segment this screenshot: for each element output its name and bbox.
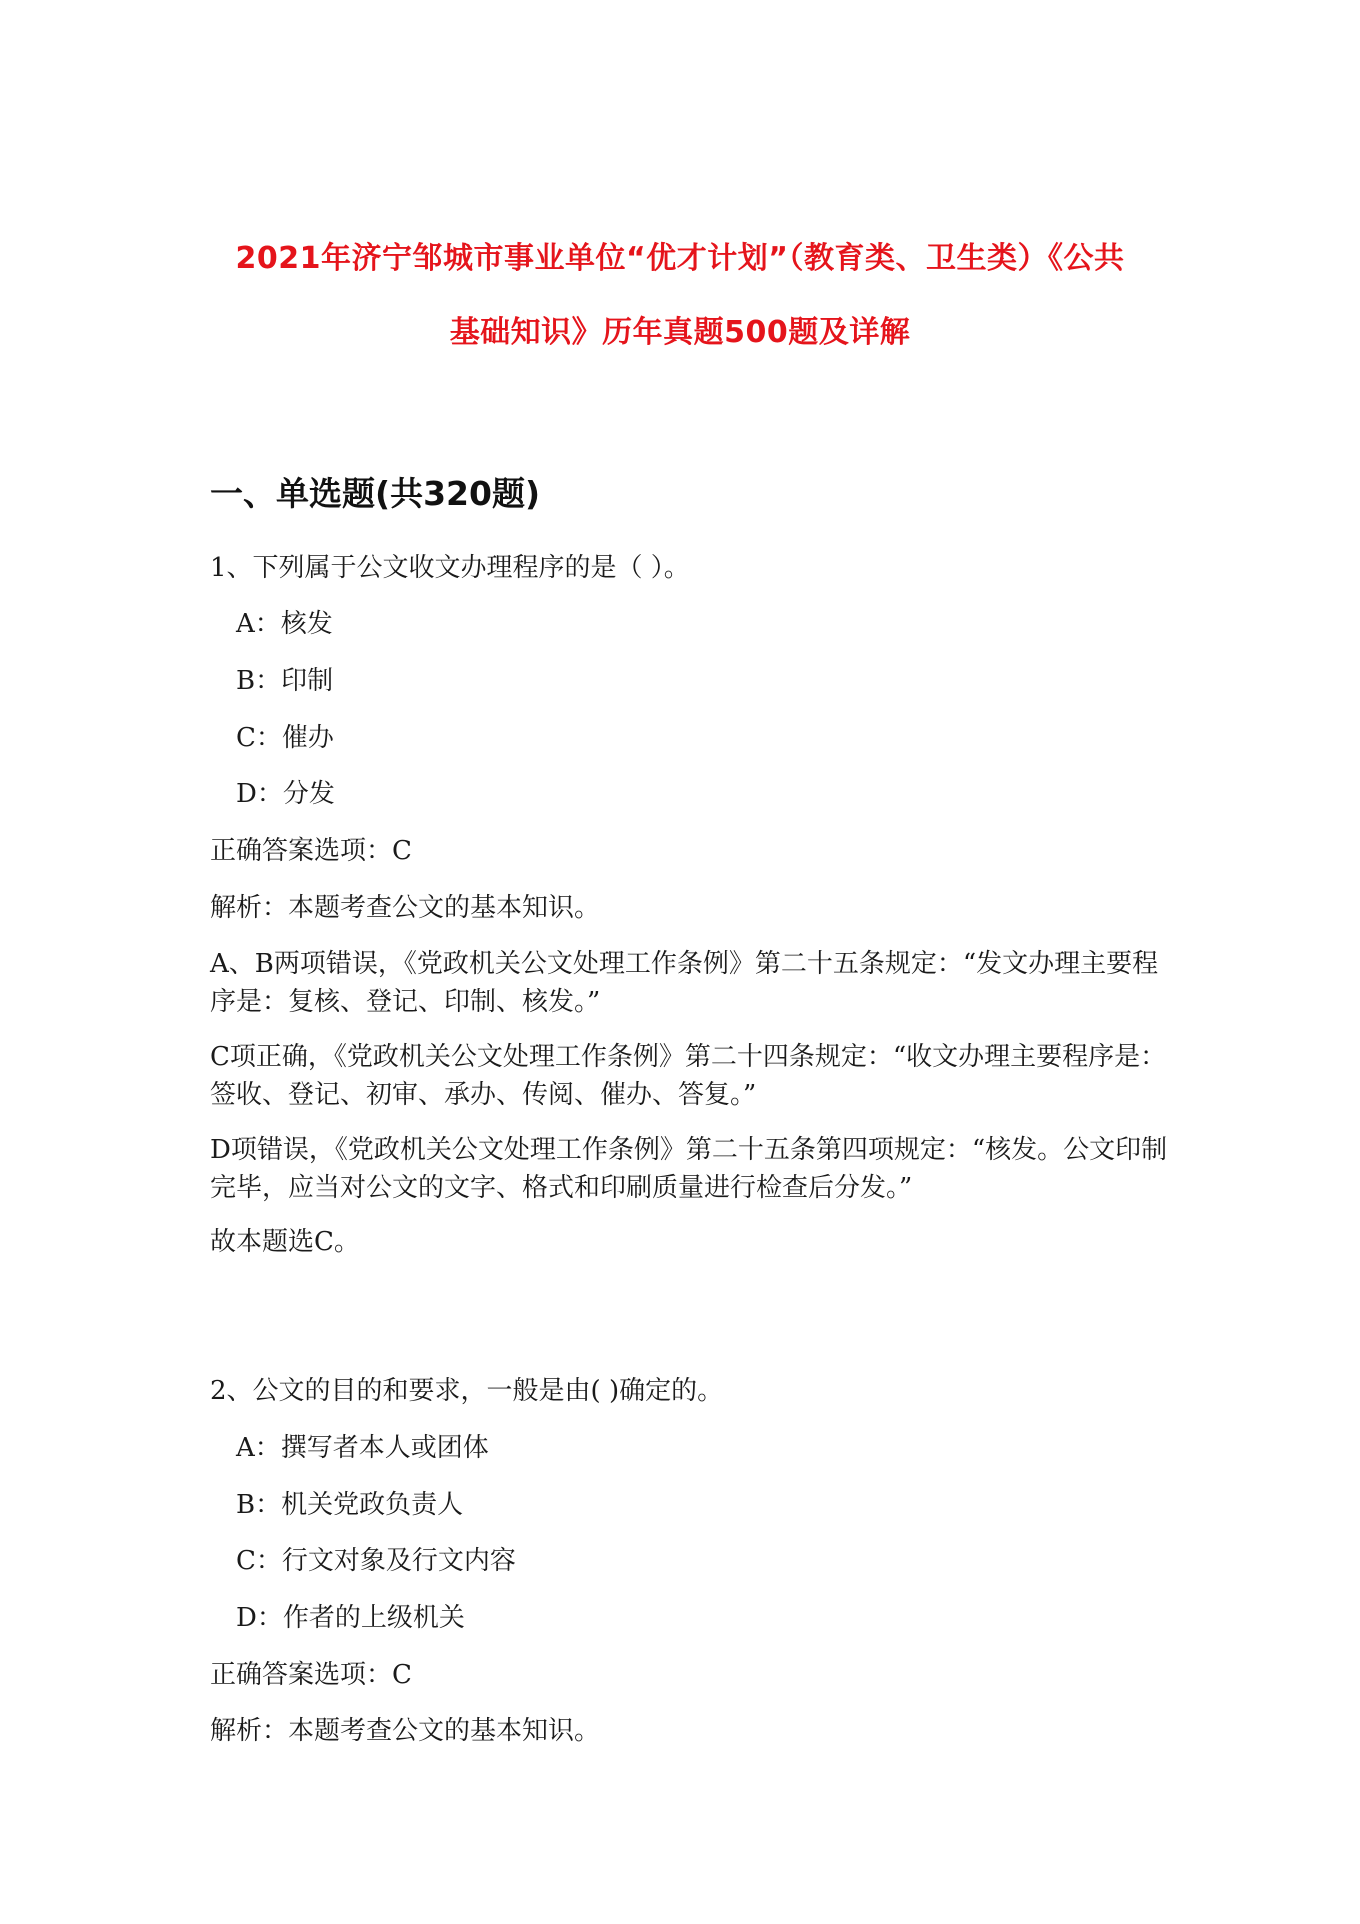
question-1-detail-3: D项错误，《党政机关公文处理工作条例》第二十五条第四项规定：“核发。公文印制完毕，应当对公文的文字、格式和印刷质量进行检查后分发。” [210,1135,1168,1203]
title-line-2: 基础知识》历年真题500题及详解 [449,315,911,350]
question-1-option-c: C：催办 [236,723,334,753]
title-line-1: 2021年济宁邹城市事业单位“优才计划”（教育类、卫生类）《公共 [235,241,1125,276]
question-2-answer: 正确答案选项：C [210,1660,412,1690]
question-2-option-a: A：撰写者本人或团体 [236,1433,489,1463]
question-1-option-b: B：印制 [236,666,334,696]
question-2-analysis: 解析：本题考查公文的基本知识。 [210,1716,601,1746]
question-2-stem: 2、公文的目的和要求，一般是由( )确定的。 [210,1376,724,1406]
question-1-answer: 正确答案选项：C [210,836,412,866]
question-1-stem: 1、下列属于公文收文办理程序的是（ ）。 [210,553,690,583]
question-2-option-b: B：机关党政负责人 [236,1490,464,1520]
question-1-detail-1: A、B两项错误，《党政机关公文处理工作条例》第二十五条规定：“发文办理主要程序是：复核、登记、印制、核发。” [210,949,1159,1017]
document-title [150,222,1210,370]
section-heading: 一、单选题(共320题) [210,474,541,513]
question-1-conclusion: 故本题选C。 [210,1227,360,1257]
question-2-option-d: D：作者的上级机关 [236,1603,465,1633]
question-1-option-d: D：分发 [236,779,335,809]
question-1-analysis: 解析：本题考查公文的基本知识。 [210,893,601,923]
question-1-detail-2: C项正确，《党政机关公文处理工作条例》第二十四条规定：“收文办理主要程序是：签收、登记、初审、承办、传阅、催办、答复。” [210,1042,1167,1110]
question-1-option-a: A：核发 [236,609,333,639]
question-2-option-c: C：行文对象及行文内容 [236,1546,516,1576]
